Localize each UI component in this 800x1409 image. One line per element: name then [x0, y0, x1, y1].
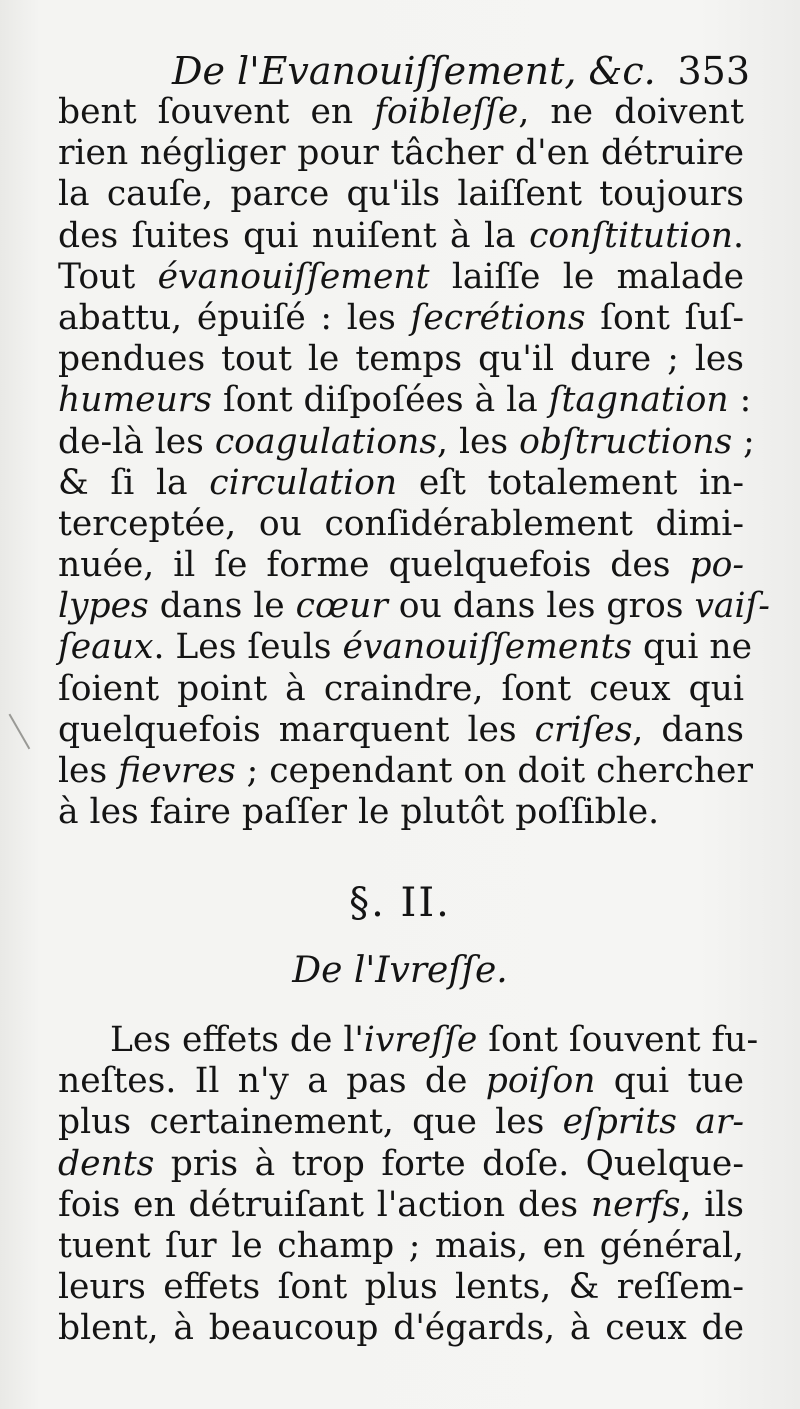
- italic-term: ſeaux: [58, 627, 154, 668]
- text-line: [58, 504, 744, 545]
- text-run: ;: [732, 421, 755, 462]
- text-line: [58, 545, 744, 586]
- italic-term: criſes: [534, 709, 633, 750]
- italic-term: po-: [689, 545, 744, 586]
- text-run: Tout: [58, 256, 158, 297]
- text-line: [58, 298, 744, 339]
- text-line: [58, 1020, 759, 1061]
- text-line: [58, 751, 753, 792]
- italic-term: ivreſſe: [363, 1020, 478, 1060]
- italic-term: fievres: [118, 751, 236, 791]
- text-run: . Les ſeuls: [153, 627, 343, 668]
- text-line: [58, 1267, 744, 1308]
- text-line: [58, 710, 744, 751]
- text-run: quelquefois marquent les: [58, 709, 535, 750]
- italic-term: vaiſ-: [694, 586, 770, 627]
- italic-term: foibleſſe: [374, 92, 519, 132]
- text-run: laiſſe le malade: [429, 256, 744, 297]
- italic-term: ſecrétions: [410, 297, 586, 338]
- italic-term: ſtagnation: [548, 380, 729, 421]
- text-run: leurs effets ſont plus lents, & reſſem-: [58, 1267, 744, 1308]
- text-run: , les: [437, 421, 520, 462]
- text-run: ; cependant on doit chercher: [235, 751, 753, 791]
- text-run: tuent ſur le champ ; mais, en général,: [58, 1225, 744, 1266]
- text-line: [58, 1102, 744, 1143]
- text-run: ou dans les gros: [387, 586, 695, 627]
- text-line: [58, 1144, 744, 1185]
- text-line: [58, 1185, 744, 1226]
- text-line: [58, 133, 744, 174]
- italic-term: eſprits ar-: [562, 1102, 744, 1143]
- text-run: à les faire paſſer le plutôt poſſible.: [58, 792, 660, 833]
- paragraph-ivresse: [58, 1020, 759, 1350]
- text-run: les: [58, 751, 119, 791]
- italic-term: poiſon: [485, 1061, 596, 1102]
- italic-term: cœur: [295, 586, 388, 627]
- text-run: de-là les: [58, 421, 215, 462]
- text-line: [58, 627, 753, 668]
- text-run: , ne doivent: [518, 92, 744, 132]
- italic-term: évanouiſſements: [342, 627, 633, 668]
- italic-term: évanouiſſement: [157, 256, 430, 297]
- text-line: [58, 216, 744, 257]
- text-run: terceptée, ou conſidérablement dimi-: [58, 503, 744, 544]
- text-run: eſt totalement in-: [397, 462, 744, 503]
- text-run: plus certainement, que les: [58, 1102, 563, 1143]
- text-run: ſoient point à craindre, ſont ceux qui: [58, 668, 744, 709]
- italic-term: obſtructions: [519, 421, 733, 462]
- section-heading: §. II.: [349, 880, 451, 926]
- text-run: :: [728, 380, 752, 421]
- italic-term: coagulations: [214, 421, 438, 462]
- text-run: rien négliger pour tâcher d'en détruire: [58, 133, 744, 174]
- text-run: dans le: [148, 586, 296, 627]
- text-line: [58, 669, 744, 710]
- text-run: des ſuites qui nuiſent à la: [58, 215, 530, 256]
- text-run: qui ne: [632, 627, 753, 668]
- text-run: la cauſe, parce qu'ils laiſſent toujours: [58, 174, 744, 215]
- italic-term: conſtitution: [529, 215, 734, 256]
- margin-mark: [9, 711, 36, 750]
- text-run: .: [733, 215, 744, 256]
- text-run: ſont ſuſ-: [585, 297, 744, 338]
- text-run: abattu, épuiſé : les: [58, 297, 411, 338]
- text-line: [58, 586, 770, 627]
- text-run: nuée, il ſe forme quelquefois des: [58, 545, 690, 586]
- text-line: [58, 339, 744, 380]
- text-run: , ils: [680, 1184, 744, 1225]
- running-title: De l'Evanouiſſement, &c.: [172, 49, 656, 93]
- text-line: [58, 1308, 744, 1349]
- text-line: [58, 463, 744, 504]
- page-header: [60, 46, 750, 96]
- italic-term: humeurs: [58, 380, 212, 421]
- text-line: [58, 421, 755, 463]
- text-line: [58, 1061, 744, 1102]
- text-line: [58, 92, 744, 133]
- text-run: pendues tout le temps qu'il dure ; les: [58, 339, 744, 380]
- text-run: pris à trop forte doſe. Quelque-: [154, 1143, 744, 1184]
- text-run: , dans: [632, 709, 745, 750]
- text-run: & ſi la: [58, 462, 210, 503]
- text-run: neſtes. Il n'y a pas de: [58, 1061, 486, 1102]
- text-line: [58, 174, 744, 215]
- text-line: [58, 1226, 744, 1267]
- text-run: ſont diſpoſées à la: [212, 380, 549, 421]
- text-run: Les effets de l': [110, 1020, 364, 1060]
- italic-term: lypes: [58, 586, 149, 627]
- text-line: [58, 257, 744, 298]
- text-run: blent, à beaucoup d'égards, à ceux de: [58, 1308, 744, 1349]
- italic-term: circulation: [209, 462, 398, 503]
- paragraph-evanouissement: [58, 92, 770, 833]
- text-line: [58, 380, 752, 421]
- text-run: bent ſouvent en: [58, 92, 375, 132]
- text-line: [58, 792, 744, 833]
- section-subheading: De l'Ivreſſe.: [292, 950, 508, 991]
- text-run: qui tue: [595, 1061, 744, 1102]
- italic-term: dents: [58, 1143, 155, 1184]
- text-run: fois en détruiſant l'action des: [58, 1184, 591, 1225]
- page-number: 353: [677, 49, 750, 93]
- text-run: ſont ſouvent fu-: [477, 1020, 759, 1060]
- italic-term: nerfs: [590, 1184, 681, 1225]
